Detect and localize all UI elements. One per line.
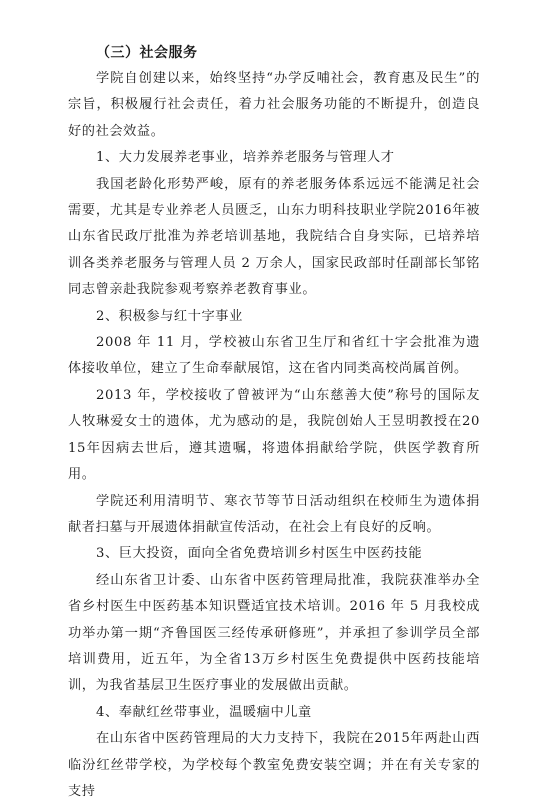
item-3-paragraph-1: 经山东省卫计委、山东省中医药管理局批准，我院获准举办全省乡村医生中医药基本知识暨适宜技术培训。2016 年 5 月我校成功举办第一期“齐鲁国医三经传承研修班”，并承担了参训学员全部培训费用，近五年，为全省13万乡村医生免费提供中医药技能培训，为我省基层卫生医疗事业的发展做出贡献。 [68,572,480,694]
item-1-paragraph-1: 我国老龄化形势严峻，原有的养老服务体系远远不能满足社会需要，尤其是专业养老人员匮乏，山东力明科技职业学院2016年被山东省民政厅批准为养老培训基地，我院结合自身实际，已培养培训各类养老服务与管理人员 2 万余人，国家民政部时任副部长邹铭同志曾亲赴我院参观考察养老教育事业。 [68,176,480,298]
section-heading: （三）社会服务 [96,45,198,61]
item-2-paragraph-3: 学院还利用清明节、寒衣节等节日活动组织在校师生为遗体捐献者扫墓与开展遗体捐献宣传活动，在社会上有良好的反响。 [68,493,480,535]
item-2-paragraph-2: 2013 年，学校接收了曾被评为“山东慈善大使”称号的国际友人牧琳爱女士的遗体，尤为感动的是，我院创始人王昱明教授在2015年因病去世后，遵其遗嘱，将遗体捐献给学院，供医学教育所用。 [68,387,480,483]
item-2-title: 2、积极参与红十字事业 [96,308,243,324]
item-4-paragraph-1: 在山东省中医药管理局的大力支持下，我院在2015年两赴山西临汾红丝带学校，为学校每个教室免费安装空调；并在有关专家的支持 [68,731,480,799]
item-1-title: 1、大力发展养老事业，培养养老服务与管理人才 [96,150,395,166]
item-4-title: 4、奉献红丝带事业，温暖痼中儿童 [96,704,312,720]
item-3-title: 3、巨大投资，面向全省免费培训乡村医生中医药技能 [96,546,423,562]
item-2-paragraph-1: 2008 年 11 月，学校被山东省卫生厅和省红十字会批准为遗体接收单位，建立了生命奉献展馆，这在省内同类高校尚属首例。 [68,335,480,377]
intro-paragraph: 学院自创建以来，始终坚持“办学反哺社会，教育惠及民生”的宗旨，积极履行社会责任，着力社会服务功能的不断提升，创造良好的社会效益。 [68,71,480,139]
document-body [68,40,480,805]
